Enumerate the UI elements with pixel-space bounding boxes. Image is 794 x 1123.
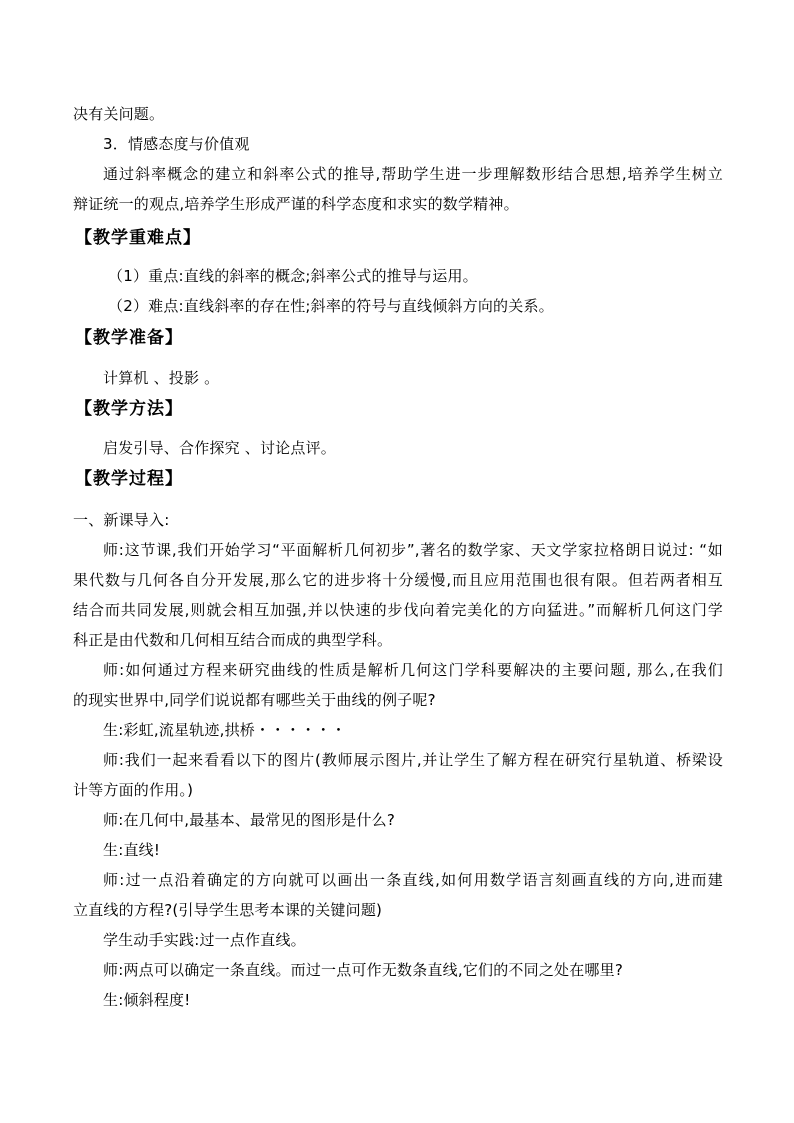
text-line: 辩证统一的观点,培养学生形成严谨的科学态度和求实的数学精神。 (73, 195, 519, 213)
text-line: 决有关问题。 (73, 105, 165, 123)
section-subtitle: 3．情感态度与价值观 (103, 135, 250, 153)
text-line: （2）难点:直线斜率的存在性;斜率的符号与直线倾斜方向的关系。 (108, 297, 554, 315)
section-heading: 【教学过程】 (75, 469, 183, 489)
section-heading: 【教学重难点】 (75, 228, 201, 248)
text-line: 生:彩虹,流星轨迹,拱桥・・・・・・ (103, 721, 347, 739)
text-line: 师:如何通过方程来研究曲线的性质是解析几何这门学科要解决的主要问题, 那么,在我们 (103, 661, 723, 679)
text-line: 果代数与几何各自分开发展,那么它的进步将十分缓慢,而且应用范围也很有限。但若两者相互 (73, 571, 723, 589)
text-line: 师:过一点沿着确定的方向就可以画出一条直线,如何用数学语言刻画直线的方向,进而建 (103, 871, 723, 889)
section-heading: 【教学准备】 (75, 328, 183, 348)
text-line: 生:直线! (103, 841, 161, 859)
text-line: 师:在几何中,最基本、最常见的图形是什么? (103, 811, 395, 829)
text-line: 计算机 、投影 。 (103, 369, 220, 387)
text-line: 科正是由代数和几何相互结合而成的典型学科。 (73, 631, 393, 649)
text-line: 生:倾斜程度! (103, 991, 191, 1009)
text-line: 计等方面的作用。) (73, 781, 194, 799)
section-heading: 【教学方法】 (75, 399, 183, 419)
text-line: 学生动手实践:过一点作直线。 (103, 931, 306, 949)
text-line: 结合而共同发展,则就会相互加强,并以快速的步伐向着完美化的方向猛进。”而解析几何这门学 (73, 601, 723, 619)
text-line: 通过斜率概念的建立和斜率公式的推导,帮助学生进一步理解数形结合思想,培养学生树立 (103, 165, 723, 183)
text-line: （1）重点:直线的斜率的概念;斜率公式的推导与运用。 (108, 267, 478, 285)
text-line: 师:我们一起来看看以下的图片(教师展示图片,并让学生了解方程在研究行星轨道、桥梁设 (103, 751, 723, 769)
text-line: 立直线的方程?(引导学生思考本课的关键问题) (73, 901, 383, 919)
text-line: 师:两点可以确定一条直线。而过一点可作无数条直线,它们的不同之处在哪里? (103, 961, 623, 979)
text-line: 的现实世界中,同学们说说都有哪些关于曲线的例子呢? (73, 691, 436, 709)
text-line: 师:这节课,我们开始学习“平面解析几何初步”,著名的数学家、天文学家拉格朗日说过: “如 (103, 541, 723, 559)
text-line: 启发引导、合作探究 、讨论点评。 (103, 439, 336, 457)
text-line: 一、新课导入: (73, 511, 170, 529)
